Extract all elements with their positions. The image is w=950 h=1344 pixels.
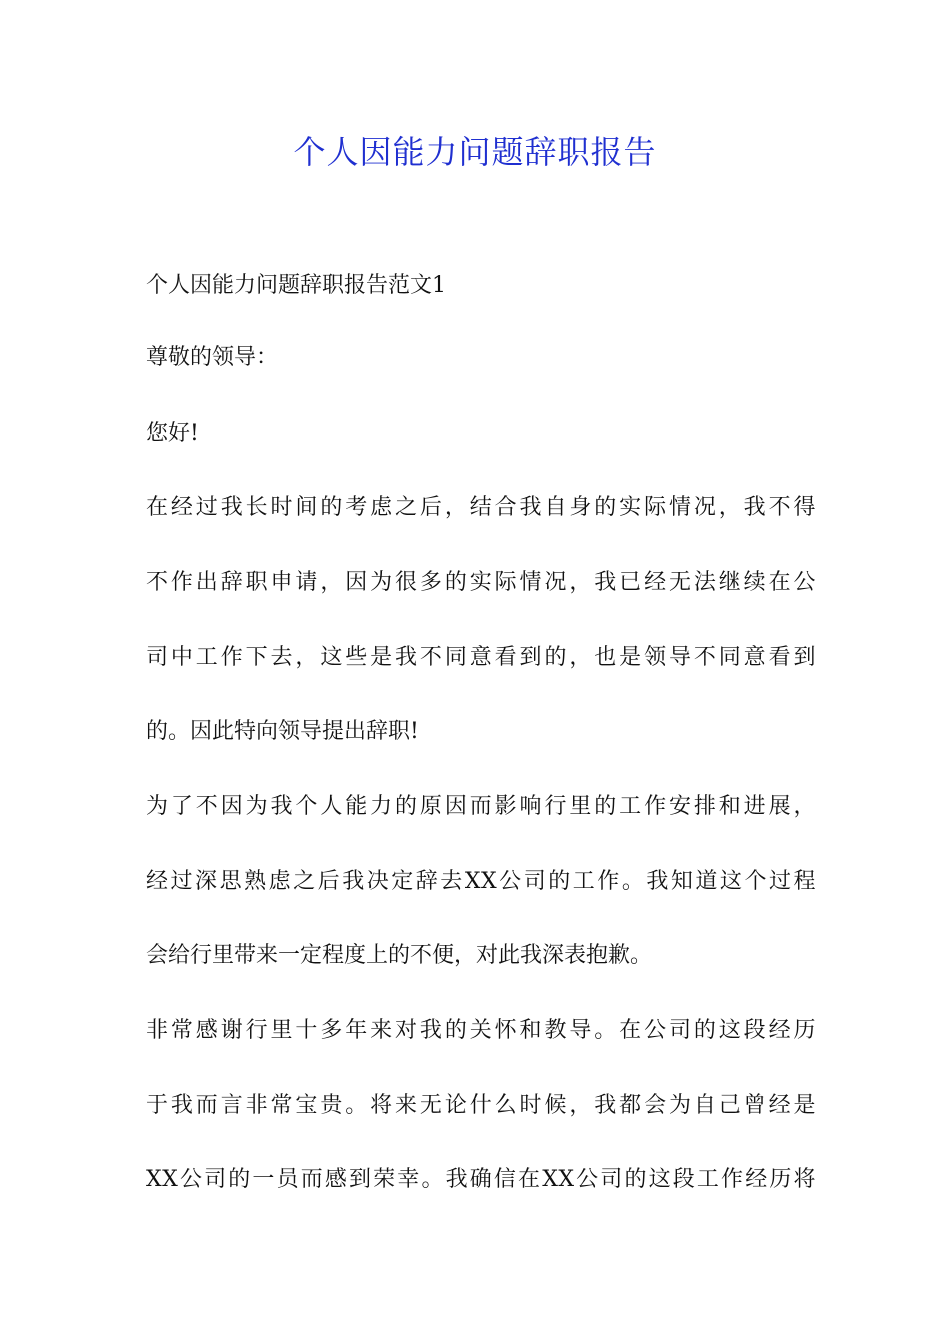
body-line: 非常感谢行里十多年来对我的关怀和教导。在公司的这段经历 (146, 1018, 816, 1043)
body-line: 经过深思熟虑之后我决定辞去XX公司的工作。我知道这个过程 (146, 869, 816, 894)
body-line: 司中工作下去，这些是我不同意看到的，也是领导不同意看到 (146, 645, 816, 670)
body-line: 不作出辞职申请，因为很多的实际情况，我已经无法继续在公 (146, 570, 816, 595)
body-line: 于我而言非常宝贵。将来无论什么时候，我都会为自己曾经是 (146, 1093, 816, 1118)
section-heading: 个人因能力问题辞职报告范文1 (146, 273, 446, 298)
body-line: 为了不因为我个人能力的原因而影响行里的工作安排和进展， (146, 794, 816, 819)
body-line: XX公司的一员而感到荣幸。我确信在XX公司的这段工作经历将 (146, 1167, 816, 1192)
body-line: 的。因此特向领导提出辞职! (146, 719, 419, 744)
salutation: 尊敬的领导： (146, 345, 279, 370)
body-line: 在经过我长时间的考虑之后，结合我自身的实际情况，我不得 (146, 495, 816, 520)
greeting: 您好! (146, 421, 199, 446)
body-line: 会给行里带来一定程度上的不便，对此我深表抱歉。 (146, 943, 653, 968)
document-title: 个人因能力问题辞职报告 (293, 133, 657, 171)
